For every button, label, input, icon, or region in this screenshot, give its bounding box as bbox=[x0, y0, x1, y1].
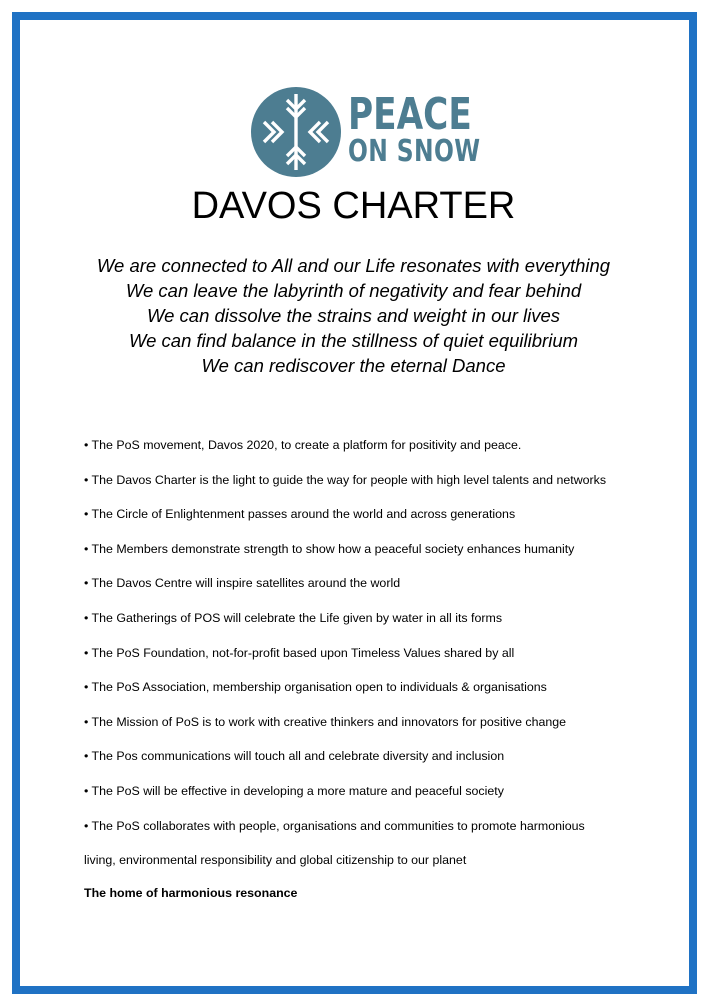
bullet-item: • The Davos Charter is the light to guide the way for people with high level talents and networks bbox=[84, 472, 607, 487]
page-title: DAVOS CHARTER bbox=[191, 185, 516, 227]
logo-line-peace: PEACE bbox=[348, 89, 472, 140]
motto-line: We can rediscover the eternal Dance bbox=[201, 355, 506, 376]
closing-statement: The home of harmonious resonance bbox=[84, 886, 298, 900]
bullet-item: • The Davos Centre will inspire satellites around the world bbox=[84, 576, 401, 591]
peace-on-snow-logo bbox=[250, 86, 481, 178]
motto-line: We can find balance in the stillness of quiet equilibrium bbox=[128, 330, 579, 351]
logo-wordmark bbox=[348, 89, 481, 169]
bullet-item: • The Gatherings of POS will celebrate the Life given by water in all its forms bbox=[84, 610, 503, 625]
logo-line-on-snow: ON SNOW bbox=[348, 134, 481, 169]
charter-bullet-list bbox=[84, 437, 674, 887]
bullet-item: • The PoS Association, membership organisation open to individuals & organisations bbox=[84, 680, 547, 695]
motto-line: We can leave the labyrinth of negativity and fear behind bbox=[125, 280, 582, 301]
bullet-item: • The Circle of Enlightenment passes around the world and across generations bbox=[84, 507, 516, 522]
bullet-item-continuation: living, environmental responsibility and global citizenship to our planet bbox=[84, 853, 467, 868]
bullet-item: • The PoS Foundation, not-for-profit based upon Timeless Values shared by all bbox=[84, 645, 515, 660]
bullet-item: • The PoS collaborates with people, organisations and communities to promote harmonious bbox=[84, 818, 585, 833]
bullet-item: • The Pos communications will touch all and celebrate diversity and inclusion bbox=[84, 749, 505, 764]
snowflake-peace-icon bbox=[250, 86, 342, 178]
bullet-item: • The Mission of PoS is to work with creative thinkers and innovators for positive change bbox=[84, 714, 567, 729]
motto-line: We can dissolve the strains and weight in our lives bbox=[146, 305, 561, 326]
motto-line: We are connected to All and our Life resonates with everything bbox=[96, 255, 611, 276]
bullet-item: • The Members demonstrate strength to show how a peaceful society enhances humanity bbox=[84, 541, 575, 556]
bullet-item: • The PoS will be effective in developing a more mature and peaceful society bbox=[84, 783, 504, 798]
bullet-item: • The PoS movement, Davos 2020, to create a platform for positivity and peace. bbox=[84, 438, 522, 452]
motto-block bbox=[0, 253, 707, 378]
